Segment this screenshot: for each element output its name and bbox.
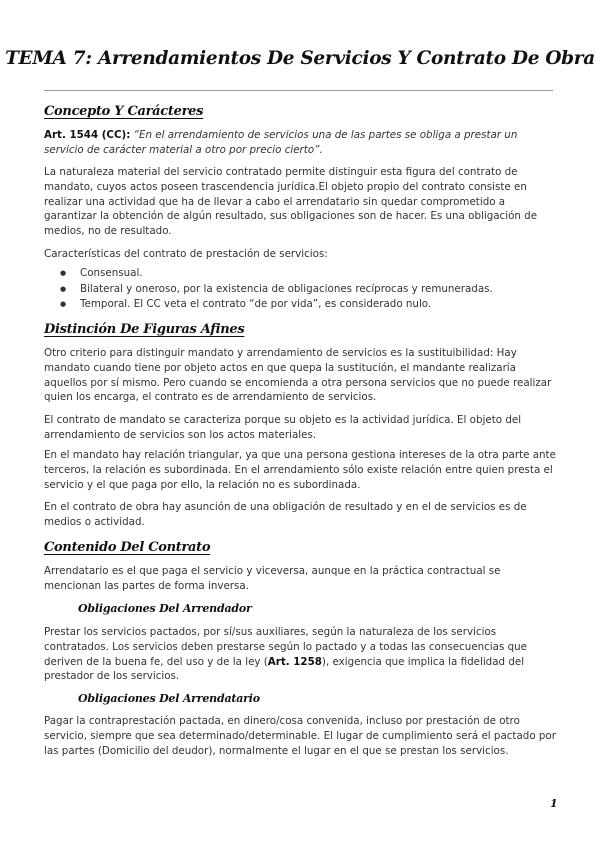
article-1258-ref: Art. 1258 [267,655,322,668]
distincion-paragraph-3: En el mandato hay relación triangular, ya que una persona gestiona intereses de la otra parte ante terceros, la relación es subordinada. En el arrendamiento sólo existe relación entre quien presta el servicio y el que paga por ello, la relación no es subordinada. [44,449,556,491]
heading-concepto: Concepto Y Carácteres [44,104,204,119]
distincion-paragraph-1: Otro criterio para distinguir mandato y arrendamiento de servicios es la sustituibilidad: Hay mandato cuando tiene por objeto actos en que quepa la sustitución, el mandante realizaría aquellos por sí mismo. Pero cuando se encomienda a otra persona servicios que no puede realizar quien los encarga, el contrato es de arrendamiento de servicios. [44,347,552,404]
concepto-paragraph-2: Características del contrato de prestación de servicios: [44,248,328,260]
heading-distincion: Distinción De Figuras Afines [44,322,245,337]
heading-contenido: Contenido Del Contrato [44,540,211,555]
obligaciones-arrendatario-paragraph: Pagar la contraprestación pactada, en dinero/cosa convenida, incluso por prestación de otro servicio, siempre que sea determinado/determinable. El lugar de cumplimiento será el pactado por las partes (Domicilio del deudor), normalmente el lugar en el que se prestan los servicios. [44,715,556,757]
page-number: 1 [550,797,558,810]
concepto-paragraph-1: La naturaleza material del servicio contratado permite distinguir esta figura del contrato de mandato, cuyos actos poseen trascendencia jurídica.El objeto propio del contrato consiste en realizar una actividad que ha de llevar a cabo el arrendatario sin quedar comprometido a garantizar la obtención de algún resultado, sus obligaciones son de hacer. Es una obligación de medios, no de resultado. [44,166,538,238]
text-segment: ), exigencia que implica la fidelidad del prestador de los servicios. [44,655,525,683]
list-item: ● Consensual. [60,266,560,282]
heading-obligaciones-arrendador: Obligaciones Del Arrendador [78,602,252,615]
distincion-paragraph-4: En el contrato de obra hay asunción de una obligación de resultado y en el de servicios es de medios o actividad. [44,501,527,528]
obligaciones-arrendador-paragraph [44,625,556,684]
title-divider [44,90,553,91]
heading-obligaciones-arrendatario: Obligaciones Del Arrendatario [78,692,260,705]
article-quote: “En el arrendamiento de servicios una de las partes se obliga a prestar un servicio de carácter material a otro por precio cierto”. [44,129,518,156]
contenido-paragraph-1: Arrendatario es el que paga el servicio y viceversa, aunque en la práctica contractual se mencionan las partes de forma inversa. [44,565,501,592]
distincion-paragraph-2: El contrato de mandato se caracteriza porque su objeto es la actividad jurídica. El objeto del arrendamiento de servicios son los actos materiales. [44,414,522,441]
list-item: ● Temporal. El CC veta el contrato “de por vida”, es considerado nulo. [60,297,560,313]
article-ref: Art. 1544 (CC): [44,129,131,141]
text-segment: Prestar los servicios pactados, por sí/sus auxiliares, según la naturaleza de los servicios contratados. Los servicios deben prestarse según lo pactado y a todas las consecuencias que deriven de la buena fe, del uso y de la ley ( [44,626,527,668]
list-item: ● Bilateral y oneroso, por la existencia de obligaciones recíprocas y remuneradas. [60,282,560,298]
characteristics-list [60,266,560,313]
article-1544-paragraph [44,128,556,158]
document-title: TEMA 7: Arrendamientos De Servicios Y Contrato De Obra [5,48,595,69]
